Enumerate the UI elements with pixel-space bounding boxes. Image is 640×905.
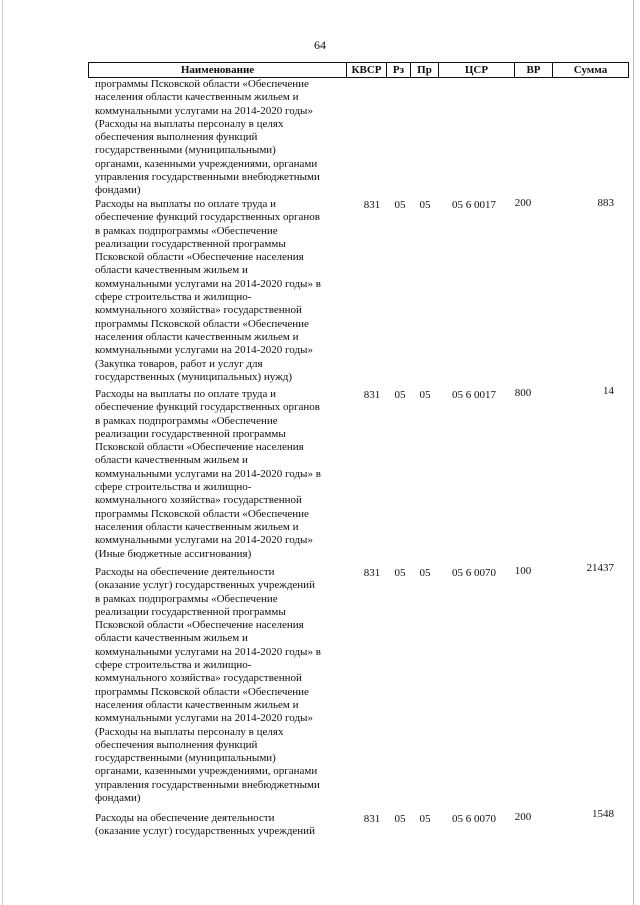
header-vr: ВР <box>515 63 553 77</box>
row-csr: 05 6 0070 <box>452 813 496 825</box>
header-csr: ЦСР <box>439 63 515 77</box>
row-rz: 05 <box>394 567 406 579</box>
row-name: Расходы на выплаты по оплате труда и обеспечение функций государственных органов в рамках подпрограммы «Обеспечение реализации государственной программы Псковской области «Обеспечение населения области качественным жильем и коммунальными услугами на 2014-2020 годы» в сфере строительства и жилищно- коммунального хозяйства» государственной программы Псковской области «Обеспечение населения области качественным жильем и коммунальными услугами на 2014-2020 годы» (Иные бюджетные ассигнования) <box>95 388 321 560</box>
row-csr: 05 6 0070 <box>452 567 496 579</box>
row-sum: 21437 <box>586 562 614 574</box>
scan-right-edge <box>633 0 634 905</box>
row-pr: 05 <box>419 567 431 579</box>
row-name: Расходы на обеспечение деятельности (оказание услуг) государственных учреждений в рамках подпрограммы «Обеспечение реализации государственной программы Псковской области «Обеспечение населения области качественным жильем и коммунальными услугами на 2014-2020 годы» в сфере строительства и жилищно- коммунального хозяйства» государственной программы Псковской области «Обеспечение населения области качественным жильем и коммунальными услугами на 2014-2020 годы» (Расходы на выплаты персоналу в целях обеспечения выполнения функций государственными (муниципальными) органами, казенными учреждениями, органами управления государственными внебюджетными фондами) <box>95 566 321 805</box>
row-rz: 05 <box>394 389 406 401</box>
header-pr: Пр <box>411 63 439 77</box>
row-csr: 05 6 0017 <box>452 389 496 401</box>
table-header <box>88 62 629 78</box>
row-vr: 800 <box>514 387 532 399</box>
row-name: Расходы на выплаты по оплате труда и обеспечение функций государственных органов в рамках подпрограммы «Обеспечение реализации государственной программы Псковской области «Обеспечение населения области качественным жильем и коммунальными услугами на 2014-2020 годы» в сфере строительства и жилищно- коммунального хозяйства» государственной программы Псковской области «Обеспечение населения области качественным жильем и коммунальными услугами на 2014-2020 годы» (Закупка товаров, работ и услуг для государственных (муниципальных) нужд) <box>95 198 321 383</box>
row-vr: 200 <box>514 197 532 209</box>
row-rz: 05 <box>394 813 406 825</box>
row-kvsr: 831 <box>363 389 381 401</box>
row-pr: 05 <box>419 813 431 825</box>
row-vr: 100 <box>514 565 532 577</box>
row-kvsr: 831 <box>363 567 381 579</box>
row-name: программы Псковской области «Обеспечение населения области качественным жильем и коммунальными услугами на 2014-2020 годы» (Расходы на выплаты персоналу в целях обеспечения выполнения функций государственными (муниципальными) органами, казенными учреждениями, органами управления государственными внебюджетными фондами) <box>95 78 320 197</box>
row-pr: 05 <box>419 389 431 401</box>
row-name: Расходы на обеспечение деятельности (оказание услуг) государственных учреждений <box>95 812 315 838</box>
header-rz: Рз <box>387 63 411 77</box>
row-pr: 05 <box>419 199 431 211</box>
row-rz: 05 <box>394 199 406 211</box>
page-number: 64 <box>314 38 326 52</box>
row-vr: 200 <box>514 811 532 823</box>
row-sum: 1548 <box>592 808 614 820</box>
header-name: Наименование <box>89 63 347 77</box>
row-sum: 14 <box>603 385 614 397</box>
header-kvsr: КВСР <box>347 63 387 77</box>
row-kvsr: 831 <box>363 813 381 825</box>
row-kvsr: 831 <box>363 199 381 211</box>
row-sum: 883 <box>597 197 614 209</box>
scan-left-edge <box>2 0 3 905</box>
row-csr: 05 6 0017 <box>452 199 496 211</box>
header-sum: Сумма <box>573 64 608 76</box>
